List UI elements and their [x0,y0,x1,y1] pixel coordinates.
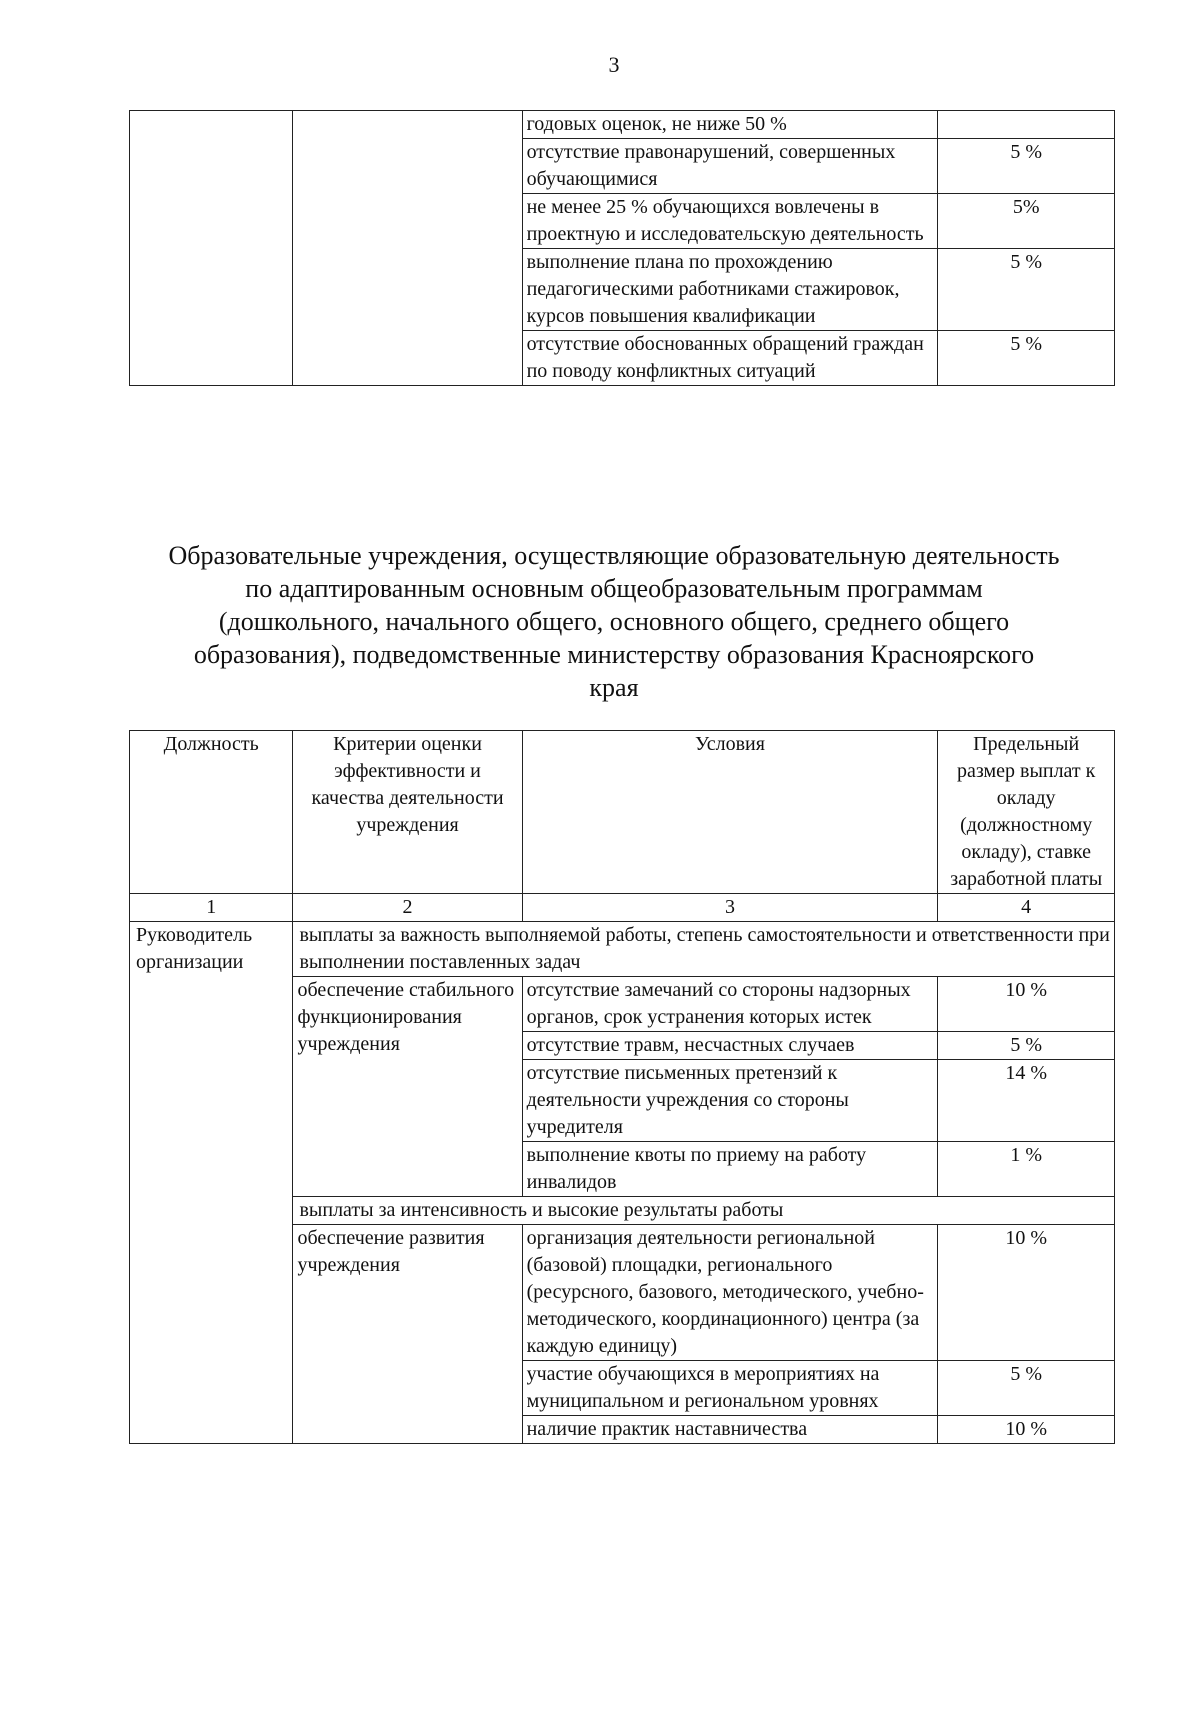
column-number: 3 [522,894,938,922]
column-numbers-row [130,894,1115,922]
table-row [130,111,1115,139]
value-cell: 10 % [938,1416,1115,1444]
value-cell: 1 % [938,1142,1115,1197]
condition-cell: участие обучающихся в мероприятиях на муниципальном и региональном уровнях [522,1361,938,1416]
value-cell: 5 % [938,249,1115,331]
section-heading [60,539,1168,704]
condition-cell: наличие практик наставничества [522,1416,938,1444]
value-cell: 10 % [938,977,1115,1032]
value-cell: 5 % [938,331,1115,386]
section-title: выплаты за интенсивность и высокие результаты работы [293,1197,1115,1225]
position-name: Руководитель организации [130,922,293,1444]
value-cell: 5 % [938,1361,1115,1416]
header-position: Должность [130,731,293,894]
value-cell: 10 % [938,1225,1115,1361]
header-criteria: Критерии оценки эффективности и качества деятельности учреждения [293,731,522,894]
section-title-row [130,922,1115,977]
column-number: 1 [130,894,293,922]
continued-criteria-table [129,110,1115,386]
criteria-table [129,730,1115,1444]
condition-cell: отсутствие травм, несчастных случаев [522,1032,938,1060]
condition-cell: выполнение плана по прохождению педагогическими работниками стажировок, курсов повышения квалификации [522,249,938,331]
section-title: выплаты за важность выполняемой работы, степень самостоятельности и ответственности при выполнении поставленных задач [293,922,1115,977]
heading-line: Образовательные учреждения, осуществляющие образовательную деятельность [168,541,1060,570]
value-cell: 5% [938,194,1115,249]
heading-line: края [589,673,639,702]
condition-cell: отсутствие правонарушений, совершенных обучающимися [522,139,938,194]
heading-line: (дошкольного, начального общего, основного общего, среднего общего [218,607,1010,636]
condition-cell: не менее 25 % обучающихся вовлечены в проектную и исследовательскую деятельность [522,194,938,249]
condition-cell: отсутствие письменных претензий к деятельности учреждения со стороны учредителя [522,1060,938,1142]
header-row [130,731,1115,894]
criterion-cell: обеспечение развития учреждения [293,1225,522,1444]
position-cell [130,111,293,386]
value-cell: 5 % [938,1032,1115,1060]
value-cell [938,111,1115,139]
value-cell: 14 % [938,1060,1115,1142]
condition-cell: выполнение квоты по приему на работу инвалидов [522,1142,938,1197]
header-limit: Предельный размер выплат к окладу (должностному окладу), ставке заработной платы [938,731,1115,894]
page-number: 3 [608,52,620,77]
heading-line: образования), подведомственные министерству образования Красноярского [193,640,1035,669]
criteria-cell [293,111,522,386]
header-conditions: Условия [522,731,938,894]
heading-line: по адаптированным основным общеобразовательным программам [245,574,983,603]
condition-cell: отсутствие замечаний со стороны надзорных органов, срок устранения которых истек [522,977,938,1032]
criterion-cell: обеспечение стабильного функционирования учреждения [293,977,522,1197]
condition-cell: организация деятельности региональной (базовой) площадки, регионального (ресурсного, базового, методического, учебно-методического, координационного) центра (за каждую единицу) [522,1225,938,1361]
value-cell: 5 % [938,139,1115,194]
column-number: 4 [938,894,1115,922]
condition-cell: отсутствие обоснованных обращений граждан по поводу конфликтных ситуаций [522,331,938,386]
condition-cell: годовых оценок, не ниже 50 % [522,111,938,139]
column-number: 2 [293,894,522,922]
